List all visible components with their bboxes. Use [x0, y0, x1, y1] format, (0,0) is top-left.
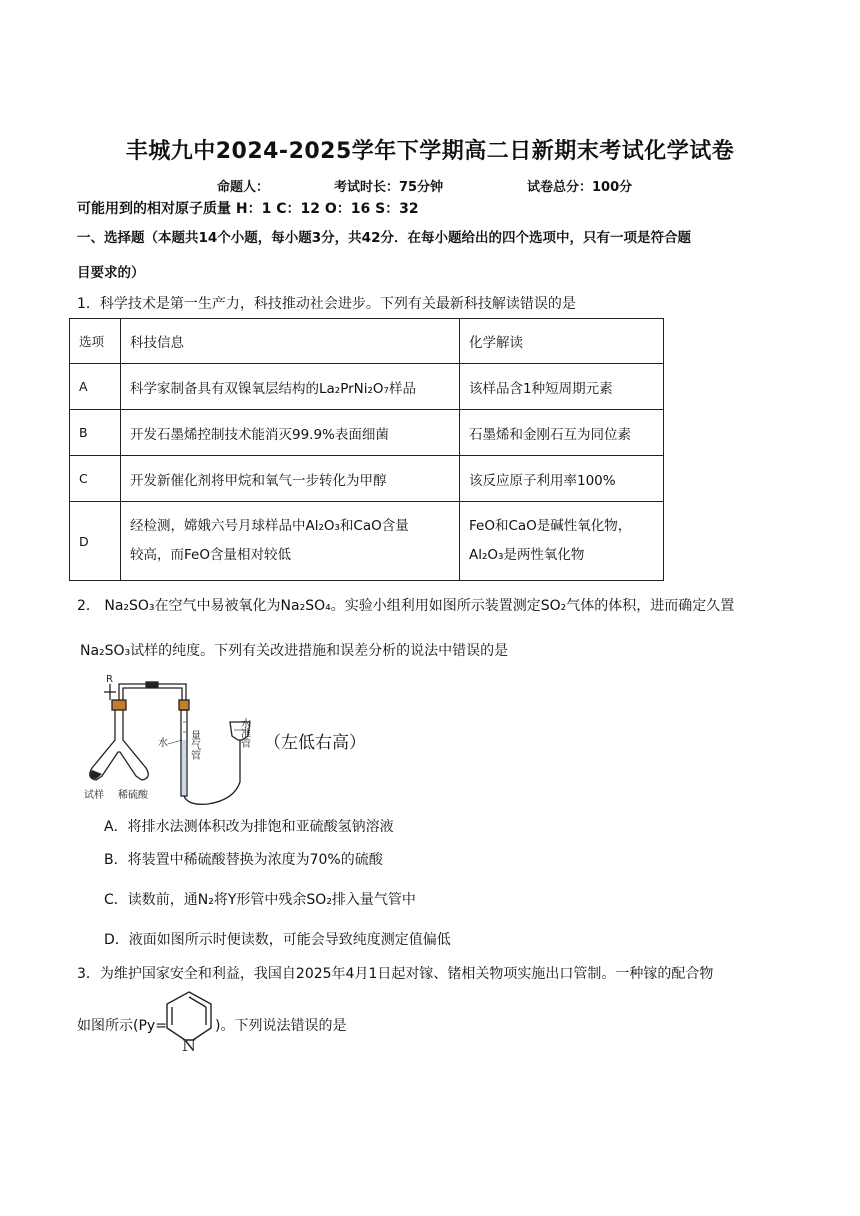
row-info: [121, 502, 460, 581]
page-title: 丰城九中2024-2025学年下学期高二日新期末考试化学试卷: [125, 139, 735, 164]
question-2-stem: 2． Na₂SO₃在空气中易被氧化为Na₂SO₄。实验小组利用如图所示装置测定SO₂气体的体积，进而确定久置: [77, 598, 735, 614]
choice-c: C．读数前，通N₂将Y形管中残余SO₂排入量气管中: [104, 892, 416, 908]
apparatus-figure: [78, 670, 268, 806]
question-2-stem-cont: Na₂SO₃试样的纯度。下列有关改进措施和误差分析的说法中错误的是: [80, 643, 509, 659]
table-row: [70, 364, 664, 410]
burette-label: 量气管: [188, 730, 200, 760]
question-3-suffix: )。下列说法错误的是: [215, 1018, 347, 1034]
pyridine-structure: [163, 988, 215, 1052]
section-heading: 一、选择题（本题共14个小题，每小题3分，共42分．在每小题给出的四个选项中，只有一项是符合题: [77, 230, 691, 246]
row-interpretation: 该反应原子利用率100%: [460, 456, 664, 502]
row-option: B: [70, 410, 121, 456]
row-interpretation: 石墨烯和金刚石互为同位素: [460, 410, 664, 456]
table-header-row: [70, 319, 664, 364]
row-option: A: [70, 364, 121, 410]
row-interp-line: Al₂O₃是两性氧化物: [469, 547, 585, 563]
atomic-mass-line: 可能用到的相对原子质量 H：1 C：12 O：16 S：32: [77, 201, 419, 217]
table-row: [70, 456, 664, 502]
row-interp-line: FeO和CaO是碱性氧化物，: [469, 518, 632, 534]
question-3-prefix: 如图所示(Py=: [77, 1018, 167, 1034]
exam-duration: 考试时长：75分钟: [334, 180, 444, 195]
question-3-stem: 3．为维护国家安全和利益，我国自2025年4月1日起对镓、锗相关物项实施出口管制。一种镓的配合物: [77, 966, 714, 982]
row-info: 开发石墨烯控制技术能消灭99.9%表面细菌: [121, 410, 460, 456]
row-info: 科学家制备具有双镍氧层结构的La₂PrNi₂O₇样品: [121, 364, 460, 410]
row-info: 开发新催化剂将甲烷和氧气一步转化为甲醇: [121, 456, 460, 502]
question-1-table: [69, 318, 664, 581]
valve-label: R: [106, 674, 113, 685]
total-score: 试卷总分：100分: [527, 180, 633, 195]
section-heading-cont: 目要求的）: [77, 265, 145, 281]
nitrogen-label: N: [182, 1036, 196, 1052]
sample-label: 试样: [84, 790, 104, 801]
row-interpretation: [460, 502, 664, 581]
row-option: D: [70, 502, 121, 581]
row-option: C: [70, 456, 121, 502]
acid-label: 稀硫酸: [118, 790, 148, 801]
header-info: 科技信息: [121, 319, 460, 364]
figure-note: （左低右高）: [264, 733, 366, 753]
row-interpretation: 该样品含1种短周期元素: [460, 364, 664, 410]
header-option: 选项: [70, 319, 121, 364]
author-label: 命题人：: [217, 180, 270, 195]
table-row: [70, 410, 664, 456]
level-tube-label: 水准管: [238, 718, 250, 748]
row-info-line: 较高，而FeO含量相对较低: [130, 547, 291, 563]
choice-b: B．将装置中稀硫酸替换为浓度为70%的硫酸: [104, 852, 383, 868]
choice-a: A．将排水法测体积改为排饱和亚硫酸氢钠溶液: [104, 819, 394, 835]
choice-d: D．液面如图所示时便读数，可能会导致纯度测定值偏低: [104, 932, 451, 948]
water-label: 水: [158, 738, 168, 749]
table-row: [70, 502, 664, 581]
question-1-stem: 1．科学技术是第一生产力，科技推动社会进步。下列有关最新科技解读错误的是: [77, 296, 576, 312]
header-interpretation: 化学解读: [460, 319, 664, 364]
row-info-line: 经检测，嫦娥六号月球样品中Al₂O₃和CaO含量: [130, 518, 409, 534]
